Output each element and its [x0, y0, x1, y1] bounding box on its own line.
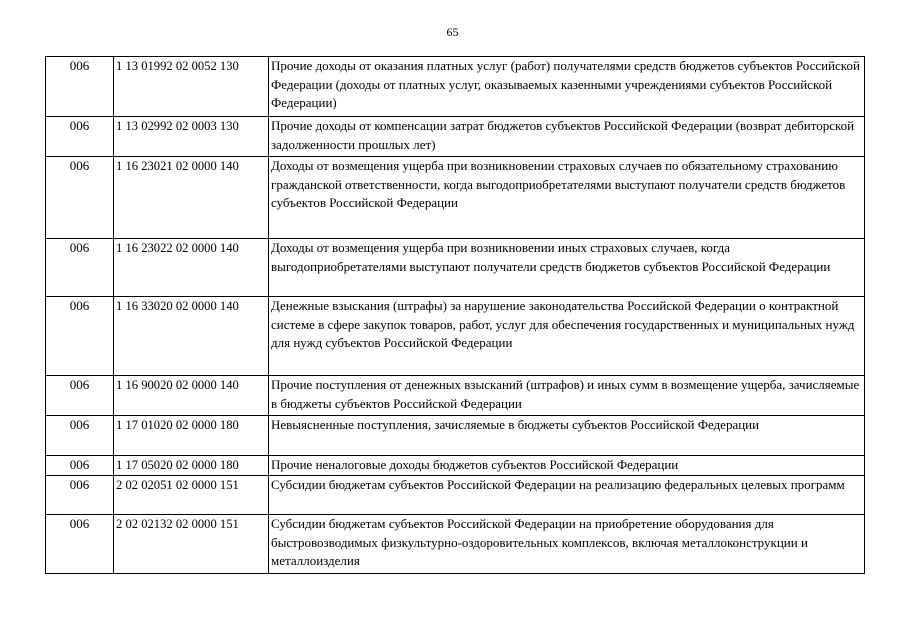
table-row: [46, 57, 865, 117]
budget-classification-code-cell: 1 13 02992 02 0003 130: [114, 117, 269, 157]
table-row: [46, 239, 865, 297]
table-row: [46, 456, 865, 476]
budget-classification-code-cell: 1 16 23021 02 0000 140: [114, 157, 269, 239]
budget-classification-code-cell: 2 02 02132 02 0000 151: [114, 515, 269, 574]
admin-code-cell: 006: [46, 456, 114, 476]
budget-classification-code-cell: 1 17 01020 02 0000 180: [114, 416, 269, 456]
budget-classification-code-cell: 1 16 90020 02 0000 140: [114, 376, 269, 416]
table-row: [46, 117, 865, 157]
table-row: [46, 515, 865, 574]
admin-code-cell: 006: [46, 157, 114, 239]
revenue-name-cell: Невыясненные поступления, зачисляемые в бюджеты субъектов Российской Федерации: [269, 416, 865, 456]
admin-code-cell: 006: [46, 515, 114, 574]
budget-classification-code-cell: 2 02 02051 02 0000 151: [114, 476, 269, 515]
admin-code-cell: 006: [46, 57, 114, 117]
revenue-name-cell: Денежные взыскания (штрафы) за нарушение законодательства Российской Федерации о контрактной системе в сфере закупок товаров, работ, услуг для обеспечения государственных и муниципальных нужд для нужд субъектов Российской Федерации: [269, 297, 865, 376]
budget-classification-code-cell: 1 13 01992 02 0052 130: [114, 57, 269, 117]
admin-code-cell: 006: [46, 117, 114, 157]
budget-code-table: [45, 56, 865, 574]
budget-classification-code-cell: 1 16 33020 02 0000 140: [114, 297, 269, 376]
revenue-name-cell: Доходы от возмещения ущерба при возникновении иных страховых случаев, когда выгодоприобретателями выступают получатели средств бюджетов субъектов Российской Федерации: [269, 239, 865, 297]
page-number: 65: [446, 25, 459, 39]
table-row: [46, 157, 865, 239]
revenue-name-cell: Доходы от возмещения ущерба при возникновении страховых случаев по обязательному страхованию гражданской ответственности, когда выгодоприобретателями выступают получатели средств бюджетов субъектов Российской Федерации: [269, 157, 865, 239]
admin-code-cell: 006: [46, 376, 114, 416]
revenue-name-cell: Прочие доходы от оказания платных услуг (работ) получателями средств бюджетов субъектов Российской Федерации (доходы от платных услуг, оказываемых казенными учреждениями субъектов Российской Федерации): [269, 57, 865, 117]
revenue-name-cell: Прочие доходы от компенсации затрат бюджетов субъектов Российской Федерации (возврат дебиторской задолженности прошлых лет): [269, 117, 865, 157]
budget-classification-code-cell: 1 16 23022 02 0000 140: [114, 239, 269, 297]
admin-code-cell: 006: [46, 297, 114, 376]
table-row: [46, 297, 865, 376]
revenue-name-cell: Субсидии бюджетам субъектов Российской Федерации на приобретение оборудования для быстровозводимых физкультурно-оздоровительных комплексов, включая металлоконструкции и металлоизделия: [269, 515, 865, 574]
revenue-name-cell: Прочие поступления от денежных взысканий (штрафов) и иных сумм в возмещение ущерба, зачисляемые в бюджеты субъектов Российской Федерации: [269, 376, 865, 416]
admin-code-cell: 006: [46, 239, 114, 297]
table-row: [46, 476, 865, 515]
admin-code-cell: 006: [46, 416, 114, 456]
revenue-name-cell: Субсидии бюджетам субъектов Российской Федерации на реализацию федеральных целевых программ: [269, 476, 865, 515]
admin-code-cell: 006: [46, 476, 114, 515]
budget-classification-code-cell: 1 17 05020 02 0000 180: [114, 456, 269, 476]
table-row: [46, 416, 865, 456]
table-row: [46, 376, 865, 416]
revenue-name-cell: Прочие неналоговые доходы бюджетов субъектов Российской Федерации: [269, 456, 865, 476]
